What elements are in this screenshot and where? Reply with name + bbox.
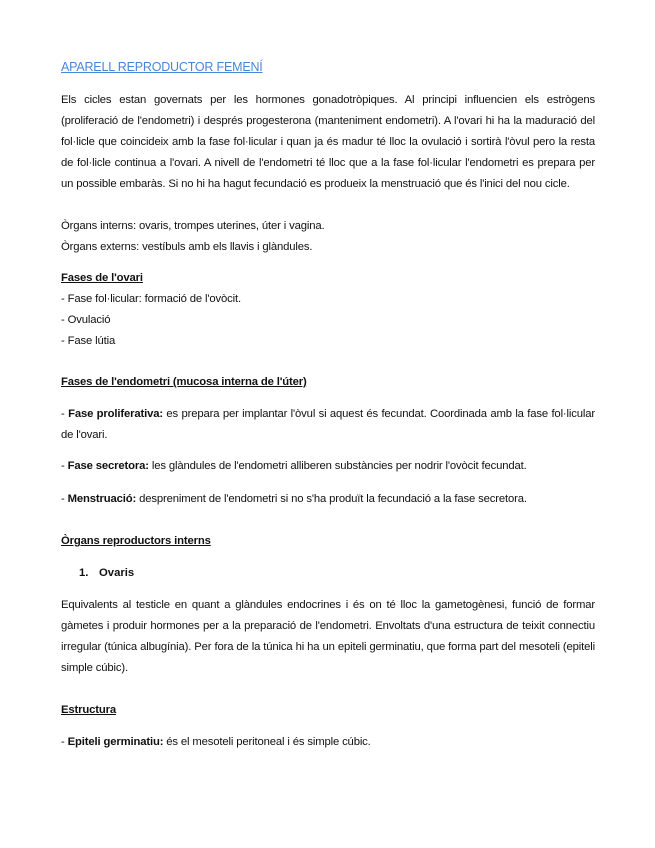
item-text: les glàndules de l'endometri alliberen substàncies per nodrir l'ovòcit fecundat. bbox=[148, 460, 527, 472]
ovaries-paragraph: Equivalents al testicle en quant a glàndules endocrines i és on té lloc la gametogènesi, funció de formar gàmetes i produir hormones per a la preparació de l'endometri. Envoltats d'una estructura de teixit connectiu irregular (túnica albugínia). Per fora de la túnica hi ha un epiteli germinatiu, que forma part del mesoteli (epiteli simple cúbic). bbox=[61, 599, 595, 674]
endometrium-phases-heading: Fases de l'endometri (mucosa interna de l'úter) bbox=[61, 376, 307, 388]
item-term: Epiteli germinatiu: bbox=[67, 736, 164, 748]
intro-paragraph: Els cicles estan governats per les hormones gonadotròpiques. Al principi influencien els estrògens (proliferació de l'endometri) i després progesterona (manteniment endometri). A l'ovari hi ha la maduració del fol·licle que coincideix amb la fase fol·licular i quan ja és madur té lloc la ovulació i sortirà l'òvul pero la resta de fol·licle continua a l'ovari. A nivell de l'endometri té lloc que a la fase fol·licular l'endometri es prepara per un possible embaràs. Si no hi ha hagut fecundació es produeix la menstruació que és l'inici del nou cicle. bbox=[61, 94, 595, 190]
endometrium-phase-item bbox=[61, 404, 595, 446]
ovary-phase-item: - Fase fol·licular: formació de l'ovòcit. bbox=[61, 293, 241, 305]
internal-organs-heading: Òrgans reproductors interns bbox=[61, 535, 211, 547]
item-text: despreniment de l'endometri si no s'ha produït la fecundació a la fase secretora. bbox=[136, 493, 527, 505]
structure-item bbox=[61, 732, 371, 753]
document-title: APARELL REPRODUCTOR FEMENÍ bbox=[61, 60, 263, 74]
ovary-phase-item: - Fase lútia bbox=[61, 335, 116, 347]
item-term: Fase secretora: bbox=[67, 460, 149, 472]
item-prefix: - bbox=[61, 408, 69, 420]
item-prefix: - bbox=[61, 493, 68, 505]
endometrium-phase-item bbox=[61, 489, 527, 510]
item-text: és el mesoteli peritoneal i és simple cúbic. bbox=[163, 736, 371, 748]
ovary-phase-item: - Ovulació bbox=[61, 314, 111, 326]
item-term: Fase proliferativa: bbox=[68, 408, 163, 420]
structure-heading: Estructura bbox=[61, 704, 117, 716]
item-prefix: - bbox=[61, 460, 68, 472]
item-term: Menstruació: bbox=[67, 493, 137, 505]
endometrium-phase-item bbox=[61, 456, 527, 477]
external-organs-line: Òrgans externs: vestíbuls amb els llavis i glàndules. bbox=[61, 241, 313, 253]
item-number: 1. bbox=[79, 567, 89, 579]
item-prefix: - bbox=[61, 736, 68, 748]
item-text: es prepara per implantar l'òvul si aquest és fecundat. Coordinada amb la fase fol·licular de l'ovari. bbox=[61, 408, 595, 441]
item-label: Ovaris bbox=[99, 567, 135, 579]
ovary-phases-heading: Fases de l'ovari bbox=[61, 272, 143, 284]
internal-organs-line: Òrgans interns: ovaris, trompes uterines, úter i vagina. bbox=[61, 220, 325, 232]
numbered-item-ovaris bbox=[79, 567, 134, 579]
